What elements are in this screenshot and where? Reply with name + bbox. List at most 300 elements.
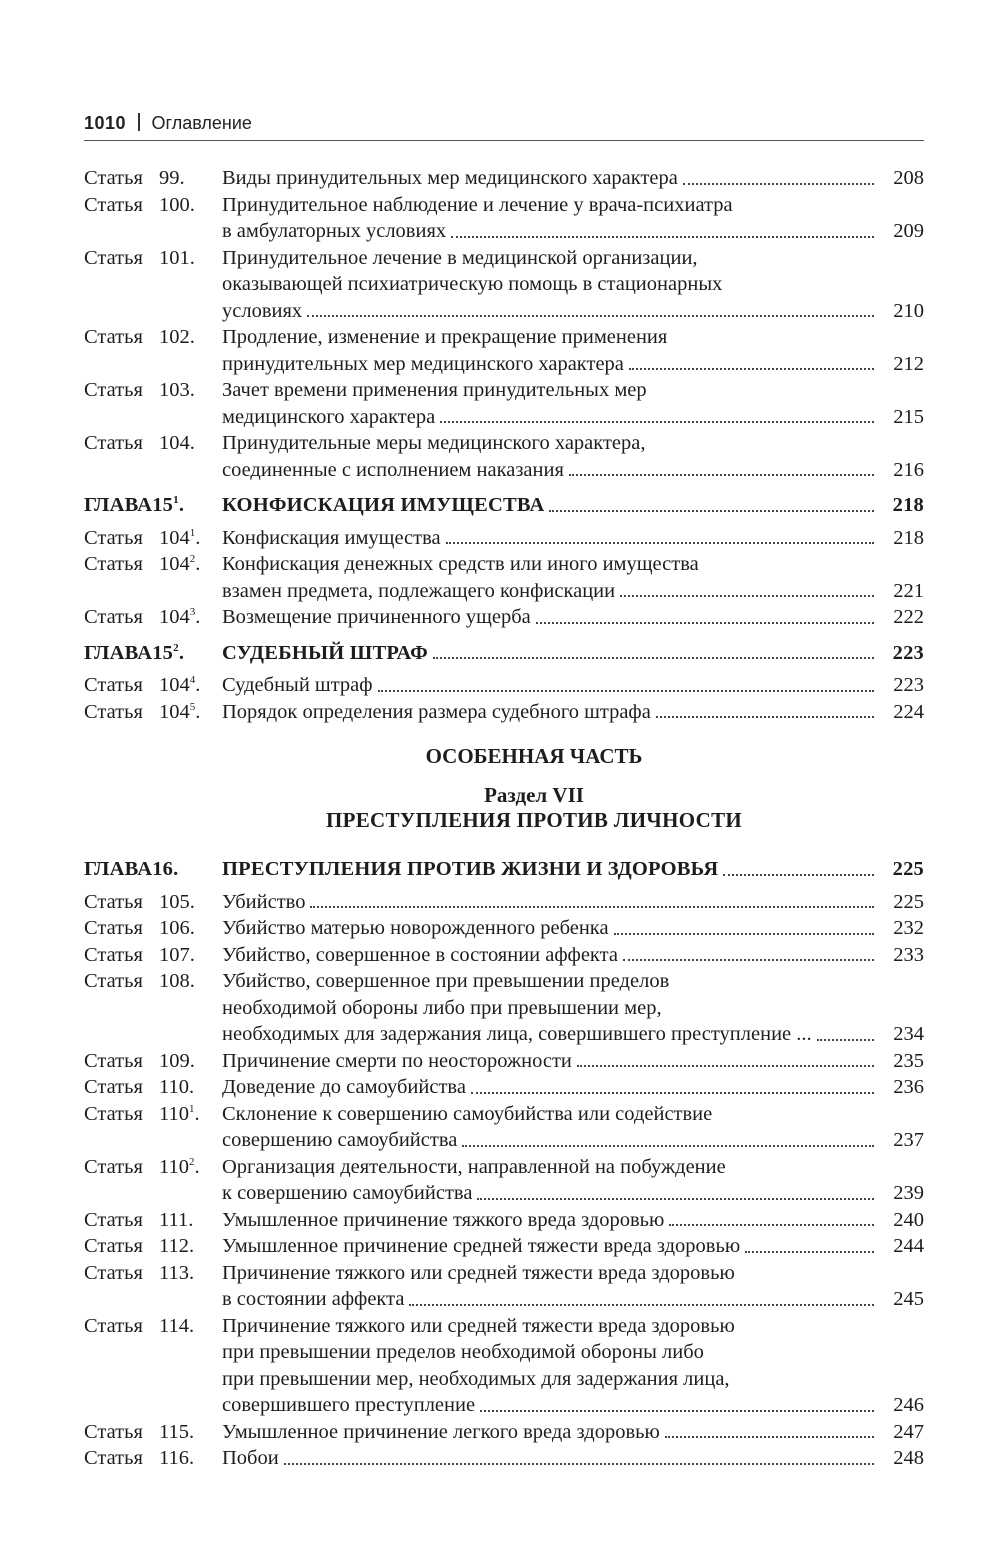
entry-label: [84, 604, 222, 631]
entry-number-main: 104: [159, 553, 190, 575]
toc-entry: [84, 1419, 924, 1446]
entry-number-superscript: 4: [189, 674, 196, 687]
entry-title-text: КОНФИСКАЦИЯ ИМУЩЕСТВА: [222, 494, 545, 516]
entry-label: [84, 1313, 222, 1340]
chapter-row: [84, 856, 924, 883]
toc-entry-line: [84, 1419, 924, 1446]
entry-number: [159, 527, 200, 549]
entry-number-suffix: .: [195, 700, 201, 723]
entry-number: [152, 858, 178, 880]
entry-kind: Статья: [84, 526, 143, 549]
entry-kind: ГЛАВА: [84, 858, 153, 880]
entry-page-number: 245: [893, 1288, 924, 1310]
entry-title: [222, 1074, 880, 1101]
entry-kind: Статья: [84, 1049, 143, 1072]
entry-title-text: оказывающей психиатрическую помощь в стационарных: [222, 273, 723, 295]
toc-entry: [84, 1101, 924, 1154]
entry-title: [222, 1260, 880, 1287]
entry-kind: Статья: [84, 606, 143, 628]
toc-entry: [84, 192, 924, 245]
entry-title-text: ПРЕСТУПЛЕНИЯ ПРОТИВ ЖИЗНИ И ЗДОРОВЬЯ: [222, 858, 719, 880]
entry-title: [222, 1101, 880, 1128]
leader-dots: [669, 1224, 874, 1226]
entry-label: [84, 1419, 222, 1446]
entry-kind: Статья: [84, 700, 143, 723]
entry-title: [222, 525, 880, 552]
entry-page-number: 210: [893, 299, 924, 322]
entry-number-suffix: .: [195, 526, 201, 549]
entry-title: [222, 271, 880, 298]
entry-title: [222, 968, 880, 995]
toc-entry: [84, 1313, 924, 1419]
toc-entry: [84, 604, 924, 631]
entry-kind: Статья: [84, 1235, 143, 1257]
toc-entry-line: [84, 672, 924, 699]
toc-entry-line: [84, 1207, 924, 1234]
entry-page-number: 247: [893, 1420, 924, 1443]
entry-label: [84, 377, 222, 404]
entry-page-number: 218: [892, 494, 924, 516]
entry-title-text: Умышленное причинение легкого вреда здоровью: [222, 1420, 660, 1443]
entry-page-number: 222: [893, 606, 924, 628]
entry-number: [159, 674, 200, 696]
toc-entry: [84, 377, 924, 430]
entry-title: [222, 1233, 880, 1260]
entry-number-suffix: .: [194, 1155, 200, 1178]
toc-entry-line: [84, 245, 924, 272]
toc-entry: [84, 324, 924, 377]
entry-page-number: 224: [893, 700, 924, 723]
entry-title-text: соединенные с исполнением наказания: [222, 458, 564, 481]
entry-number-suffix: .: [195, 674, 201, 696]
entry-page-number: 212: [893, 352, 924, 375]
toc-entry: [84, 915, 924, 942]
toc-entry-line: [84, 915, 924, 942]
entry-title-text: Причинение тяжкого или средней тяжести вреда здоровью: [222, 1314, 735, 1337]
toc-entry-line: [84, 298, 924, 325]
entry-number-suffix: .: [178, 641, 185, 664]
entry-kind: Статья: [84, 432, 143, 454]
entry-kind: Статья: [84, 1102, 143, 1125]
toc-entry-line: [84, 525, 924, 552]
entry-title: [222, 1207, 880, 1234]
entry-title: [222, 551, 880, 578]
entry-title-text: условиях: [222, 299, 303, 322]
toc-entry: [84, 551, 924, 604]
entry-number-superscript: 2: [189, 1155, 195, 1168]
entry-label: [84, 1260, 222, 1287]
section-number: Раздел VII: [484, 783, 584, 807]
leader-dots: [629, 368, 874, 370]
toc-entry-line: [84, 430, 924, 457]
entry-title: [222, 1419, 880, 1446]
entry-number-suffix: .: [195, 553, 201, 575]
entry-title: [222, 915, 880, 942]
entry-kind: Статья: [84, 1261, 143, 1284]
entry-label: [84, 640, 222, 667]
toc-block-1: [84, 165, 924, 483]
toc-entry-line: [84, 1101, 924, 1128]
entry-number-main: 110: [159, 1102, 189, 1125]
toc-entry-line: [84, 1154, 924, 1181]
toc-entry: [84, 672, 924, 699]
entry-number: [159, 701, 200, 723]
entry-kind: Статья: [84, 1208, 143, 1231]
entry-number-suffix: .: [178, 494, 185, 516]
entry-title-text: необходимых для задержания лица, совершившего преступление ...: [222, 1023, 812, 1045]
entry-page-number: 221: [893, 579, 924, 602]
toc-entry-line: [84, 1366, 924, 1393]
entry-page-number: 248: [893, 1447, 924, 1469]
entry-label: [84, 551, 222, 578]
entry-title-text: совершившего преступление: [222, 1394, 476, 1416]
entry-label: [84, 525, 222, 552]
leader-dots: [433, 657, 874, 659]
entry-label: [84, 192, 222, 219]
entry-number-superscript: 1: [189, 526, 196, 539]
leader-dots: [683, 183, 874, 185]
entry-title: [222, 578, 880, 605]
entry-number: [159, 1050, 195, 1072]
toc-entry-line: [84, 324, 924, 351]
entry-number-main: 106.: [159, 917, 195, 939]
chapter-16: [84, 856, 924, 883]
entry-title: [222, 377, 880, 404]
toc-entry-line: [84, 1048, 924, 1075]
entry-title: [222, 1313, 880, 1340]
entry-number: [159, 1209, 193, 1231]
toc-entry: [84, 942, 924, 969]
entry-title: [222, 1127, 880, 1154]
entry-label: [84, 492, 222, 519]
entry-title-text: совершению самоубийства: [222, 1129, 458, 1151]
entry-number-superscript: 5: [189, 700, 196, 713]
entry-kind: Статья: [84, 1076, 143, 1098]
entry-number: [159, 326, 195, 348]
entry-label: [84, 1074, 222, 1101]
entry-number-main: 105.: [159, 890, 195, 913]
leader-dots: [307, 315, 874, 317]
entry-number: [159, 917, 195, 939]
entry-label: [84, 245, 222, 272]
toc-entry-line: [84, 995, 924, 1022]
entry-label: [84, 165, 222, 192]
entry-title: [222, 1286, 880, 1313]
entry-page-number: 233: [893, 943, 924, 966]
toc-entry: [84, 889, 924, 916]
entry-title-text: в состоянии аффекта: [222, 1288, 405, 1310]
toc-entry: [84, 1445, 924, 1472]
header-rule: [84, 140, 924, 141]
entry-page-number: 209: [893, 220, 924, 242]
entry-label: [84, 889, 222, 916]
page-number: 1010: [84, 113, 127, 133]
entry-title: [222, 1339, 880, 1366]
entry-title-text: Убийство матерью новорожденного ребенка: [222, 917, 609, 939]
entry-title: [222, 1154, 880, 1181]
section-heading: [144, 783, 924, 833]
toc-entry-line: [84, 192, 924, 219]
entry-label: [84, 915, 222, 942]
leader-dots: [723, 874, 874, 876]
entry-title: [222, 492, 880, 519]
leader-dots: [446, 542, 874, 544]
running-head: [84, 111, 924, 135]
toc-entry: [84, 1154, 924, 1207]
entry-title-text: Виды принудительных мер медицинского характера: [222, 167, 678, 189]
entry-number: [159, 1076, 194, 1098]
entry-number-main: 111.: [159, 1208, 194, 1231]
entry-title-text: медицинского характера: [222, 405, 436, 428]
entry-title: [222, 1392, 880, 1419]
entry-number-main: 104: [159, 674, 190, 696]
toc-entry-line: [84, 578, 924, 605]
entry-number-superscript: 1: [189, 1102, 195, 1115]
entry-title-text: Склонение к совершению самоубийства или содействие: [222, 1102, 713, 1125]
entry-number: [159, 1262, 194, 1284]
toc-block-4: [84, 889, 924, 1472]
entry-kind: Статья: [84, 193, 143, 216]
entry-title-text: Возмещение причиненного ущерба: [222, 606, 531, 628]
entry-title-text: Убийство, совершенное в состоянии аффекта: [222, 943, 618, 966]
entry-number: [159, 1156, 200, 1178]
entry-number: [159, 1421, 194, 1443]
entry-kind: Статья: [84, 943, 143, 966]
entry-number-main: 15: [152, 641, 174, 664]
entry-number-superscript: 3: [189, 606, 196, 619]
entry-number-main: 101.: [159, 246, 195, 269]
entry-title: [222, 324, 880, 351]
entry-number-main: 113.: [159, 1261, 195, 1284]
entry-title: [222, 165, 880, 192]
entry-number-superscript: 1: [173, 494, 179, 507]
entry-title-text: принудительных мер медицинского характера: [222, 352, 624, 375]
entry-number: [159, 1447, 194, 1469]
entry-page-number: 218: [893, 526, 924, 549]
entry-number: [159, 553, 200, 575]
entry-kind: Статья: [84, 1314, 143, 1337]
toc-block-2: [84, 525, 924, 631]
toc-entry-line: [84, 942, 924, 969]
entry-title-text: Доведение до самоубийства: [222, 1076, 466, 1098]
entry-number: [159, 1103, 200, 1125]
entry-number-superscript: 2: [173, 641, 179, 654]
entry-number-main: 114.: [159, 1314, 195, 1337]
entry-page-number: 244: [893, 1235, 924, 1257]
entry-kind: Статья: [84, 1447, 143, 1469]
section-title: ПРЕСТУПЛЕНИЯ ПРОТИВ ЛИЧНОСТИ: [325, 808, 743, 832]
leader-dots: [310, 906, 874, 908]
entry-page-number: 240: [893, 1208, 924, 1231]
entry-title-text: Судебный штраф: [222, 674, 373, 696]
entry-title-text: СУДЕБНЫЙ ШТРАФ: [222, 641, 428, 664]
leader-dots: [409, 1304, 874, 1306]
leader-dots: [462, 1145, 874, 1147]
entry-page-number: 216: [893, 458, 924, 481]
entry-page-number: 235: [893, 1049, 924, 1072]
entry-number-suffix: .: [194, 1102, 200, 1125]
leader-dots: [614, 933, 874, 935]
entry-title-text: при превышении пределов необходимой обороны либо: [222, 1341, 704, 1363]
leader-dots: [656, 716, 874, 718]
entry-number-main: 110: [159, 1155, 189, 1178]
entry-label: [84, 856, 222, 883]
entry-title-text: Причинение тяжкого или средней тяжести вреда здоровью: [222, 1261, 735, 1284]
toc-entry-line: [84, 1233, 924, 1260]
entry-title-text: Зачет времени применения принудительных мер: [222, 379, 647, 401]
entry-title-text: Конфискация денежных средств или иного имущества: [222, 553, 699, 575]
toc-entry-line: [84, 889, 924, 916]
leader-dots: [665, 1436, 874, 1438]
entry-label: [84, 430, 222, 457]
entry-number-main: 104: [159, 606, 190, 628]
header-separator: [138, 113, 140, 131]
entry-page-number: 215: [893, 405, 924, 428]
entry-page-number: 223: [892, 641, 924, 664]
entry-title: [222, 1180, 880, 1207]
entry-page-number: 239: [893, 1182, 924, 1204]
toc-entry: [84, 525, 924, 552]
entry-number-main: 99.: [159, 167, 185, 189]
entry-title-text: к совершению самоубийства: [222, 1182, 473, 1204]
entry-title: [222, 889, 880, 916]
entry-number-main: 112.: [159, 1235, 195, 1257]
toc-entry: [84, 165, 924, 192]
chapter-row: [84, 640, 924, 667]
entry-title: [222, 1048, 880, 1075]
toc-entry-line: [84, 551, 924, 578]
toc-entry-line: [84, 404, 924, 431]
entry-title: [222, 1021, 880, 1048]
entry-title: [222, 1366, 880, 1393]
entry-number: [159, 432, 195, 454]
entry-number: [159, 379, 195, 401]
leader-dots: [569, 474, 874, 476]
entry-kind: Статья: [84, 246, 143, 269]
entry-kind: Статья: [84, 917, 143, 939]
leader-dots: [577, 1065, 874, 1067]
toc-entry: [84, 1074, 924, 1101]
entry-page-number: 237: [893, 1129, 924, 1151]
entry-kind: Статья: [84, 379, 143, 401]
toc-entry-line: [84, 1445, 924, 1472]
entry-number: [159, 247, 195, 269]
table-of-contents: [84, 165, 924, 1472]
entry-title-text: Принудительные меры медицинского характера,: [222, 432, 646, 454]
toc-entry-line: [84, 377, 924, 404]
entry-number-main: 104: [159, 526, 190, 549]
entry-number-main: 15: [152, 494, 174, 516]
entry-kind: Статья: [84, 326, 143, 348]
toc-entry-line: [84, 218, 924, 245]
entry-label: [84, 1048, 222, 1075]
entry-title: [222, 457, 880, 484]
entry-title-text: Убийство, совершенное при превышении пределов: [222, 970, 670, 992]
entry-title: [222, 942, 880, 969]
entry-kind: Статья: [84, 553, 143, 575]
entry-title-text: в амбулаторных условиях: [222, 220, 447, 242]
leader-dots: [471, 1092, 874, 1094]
spacer: [84, 833, 924, 847]
leader-dots: [623, 959, 874, 961]
entry-number: [159, 194, 195, 216]
entry-kind: Статья: [84, 1155, 143, 1178]
toc-entry-line: [84, 1392, 924, 1419]
toc-entry-line: [84, 457, 924, 484]
entry-page-number: 225: [893, 890, 924, 913]
entry-title-text: Продление, изменение и прекращение применения: [222, 326, 668, 348]
entry-page-number: 225: [892, 858, 924, 880]
entry-number: [152, 642, 184, 664]
entry-title: [222, 351, 880, 378]
entry-number-main: 115.: [159, 1420, 195, 1443]
leader-dots: [536, 622, 874, 624]
entry-title-text: Побои: [222, 1447, 279, 1469]
entry-number-main: 104.: [159, 432, 195, 454]
entry-title: [222, 856, 880, 883]
toc-entry-line: [84, 968, 924, 995]
toc-entry: [84, 1233, 924, 1260]
toc-entry-line: [84, 1127, 924, 1154]
entry-number: [159, 1315, 194, 1337]
entry-number-main: 110.: [159, 1076, 195, 1098]
toc-entry-line: [84, 271, 924, 298]
entry-title: [222, 672, 880, 699]
entry-title: [222, 640, 880, 667]
entry-number-main: 102.: [159, 326, 195, 348]
entry-page-number: 232: [893, 917, 924, 939]
entry-kind: Статья: [84, 970, 143, 992]
leader-dots: [549, 510, 874, 512]
entry-kind: Статья: [84, 167, 143, 189]
chapter-15-1: [84, 492, 924, 519]
toc-entry-line: [84, 1074, 924, 1101]
leader-dots: [745, 1251, 874, 1253]
entry-title: [222, 218, 880, 245]
leader-dots: [284, 1463, 874, 1465]
entry-number: [159, 167, 185, 189]
entry-number-main: 103.: [159, 379, 195, 401]
toc-entry-line: [84, 1180, 924, 1207]
entry-label: [84, 1101, 222, 1128]
entry-label: [84, 1445, 222, 1472]
entry-number-superscript: 2: [189, 553, 196, 566]
entry-label: [84, 699, 222, 726]
toc-entry-line: [84, 1021, 924, 1048]
chapter-row: [84, 492, 924, 519]
entry-kind: Статья: [84, 1420, 143, 1443]
entry-title-text: Порядок определения размера судебного штрафа: [222, 700, 651, 723]
toc-entry: [84, 430, 924, 483]
entry-title: [222, 699, 880, 726]
entry-number: [159, 606, 200, 628]
toc-entry: [84, 245, 924, 325]
entry-title: [222, 298, 880, 325]
toc-entry-line: [84, 1286, 924, 1313]
leader-dots: [477, 1198, 874, 1200]
toc-entry-line: [84, 351, 924, 378]
leader-dots: [620, 595, 874, 597]
entry-number: [159, 944, 195, 966]
toc-entry: [84, 1048, 924, 1075]
entry-number-main: 104: [159, 700, 190, 723]
toc-entry: [84, 699, 924, 726]
toc-entry: [84, 1207, 924, 1234]
toc-entry-line: [84, 1339, 924, 1366]
entry-title-text: Принудительное наблюдение и лечение у врача-психиатра: [222, 193, 733, 216]
entry-label: [84, 1207, 222, 1234]
entry-title-text: Конфискация имущества: [222, 526, 441, 549]
